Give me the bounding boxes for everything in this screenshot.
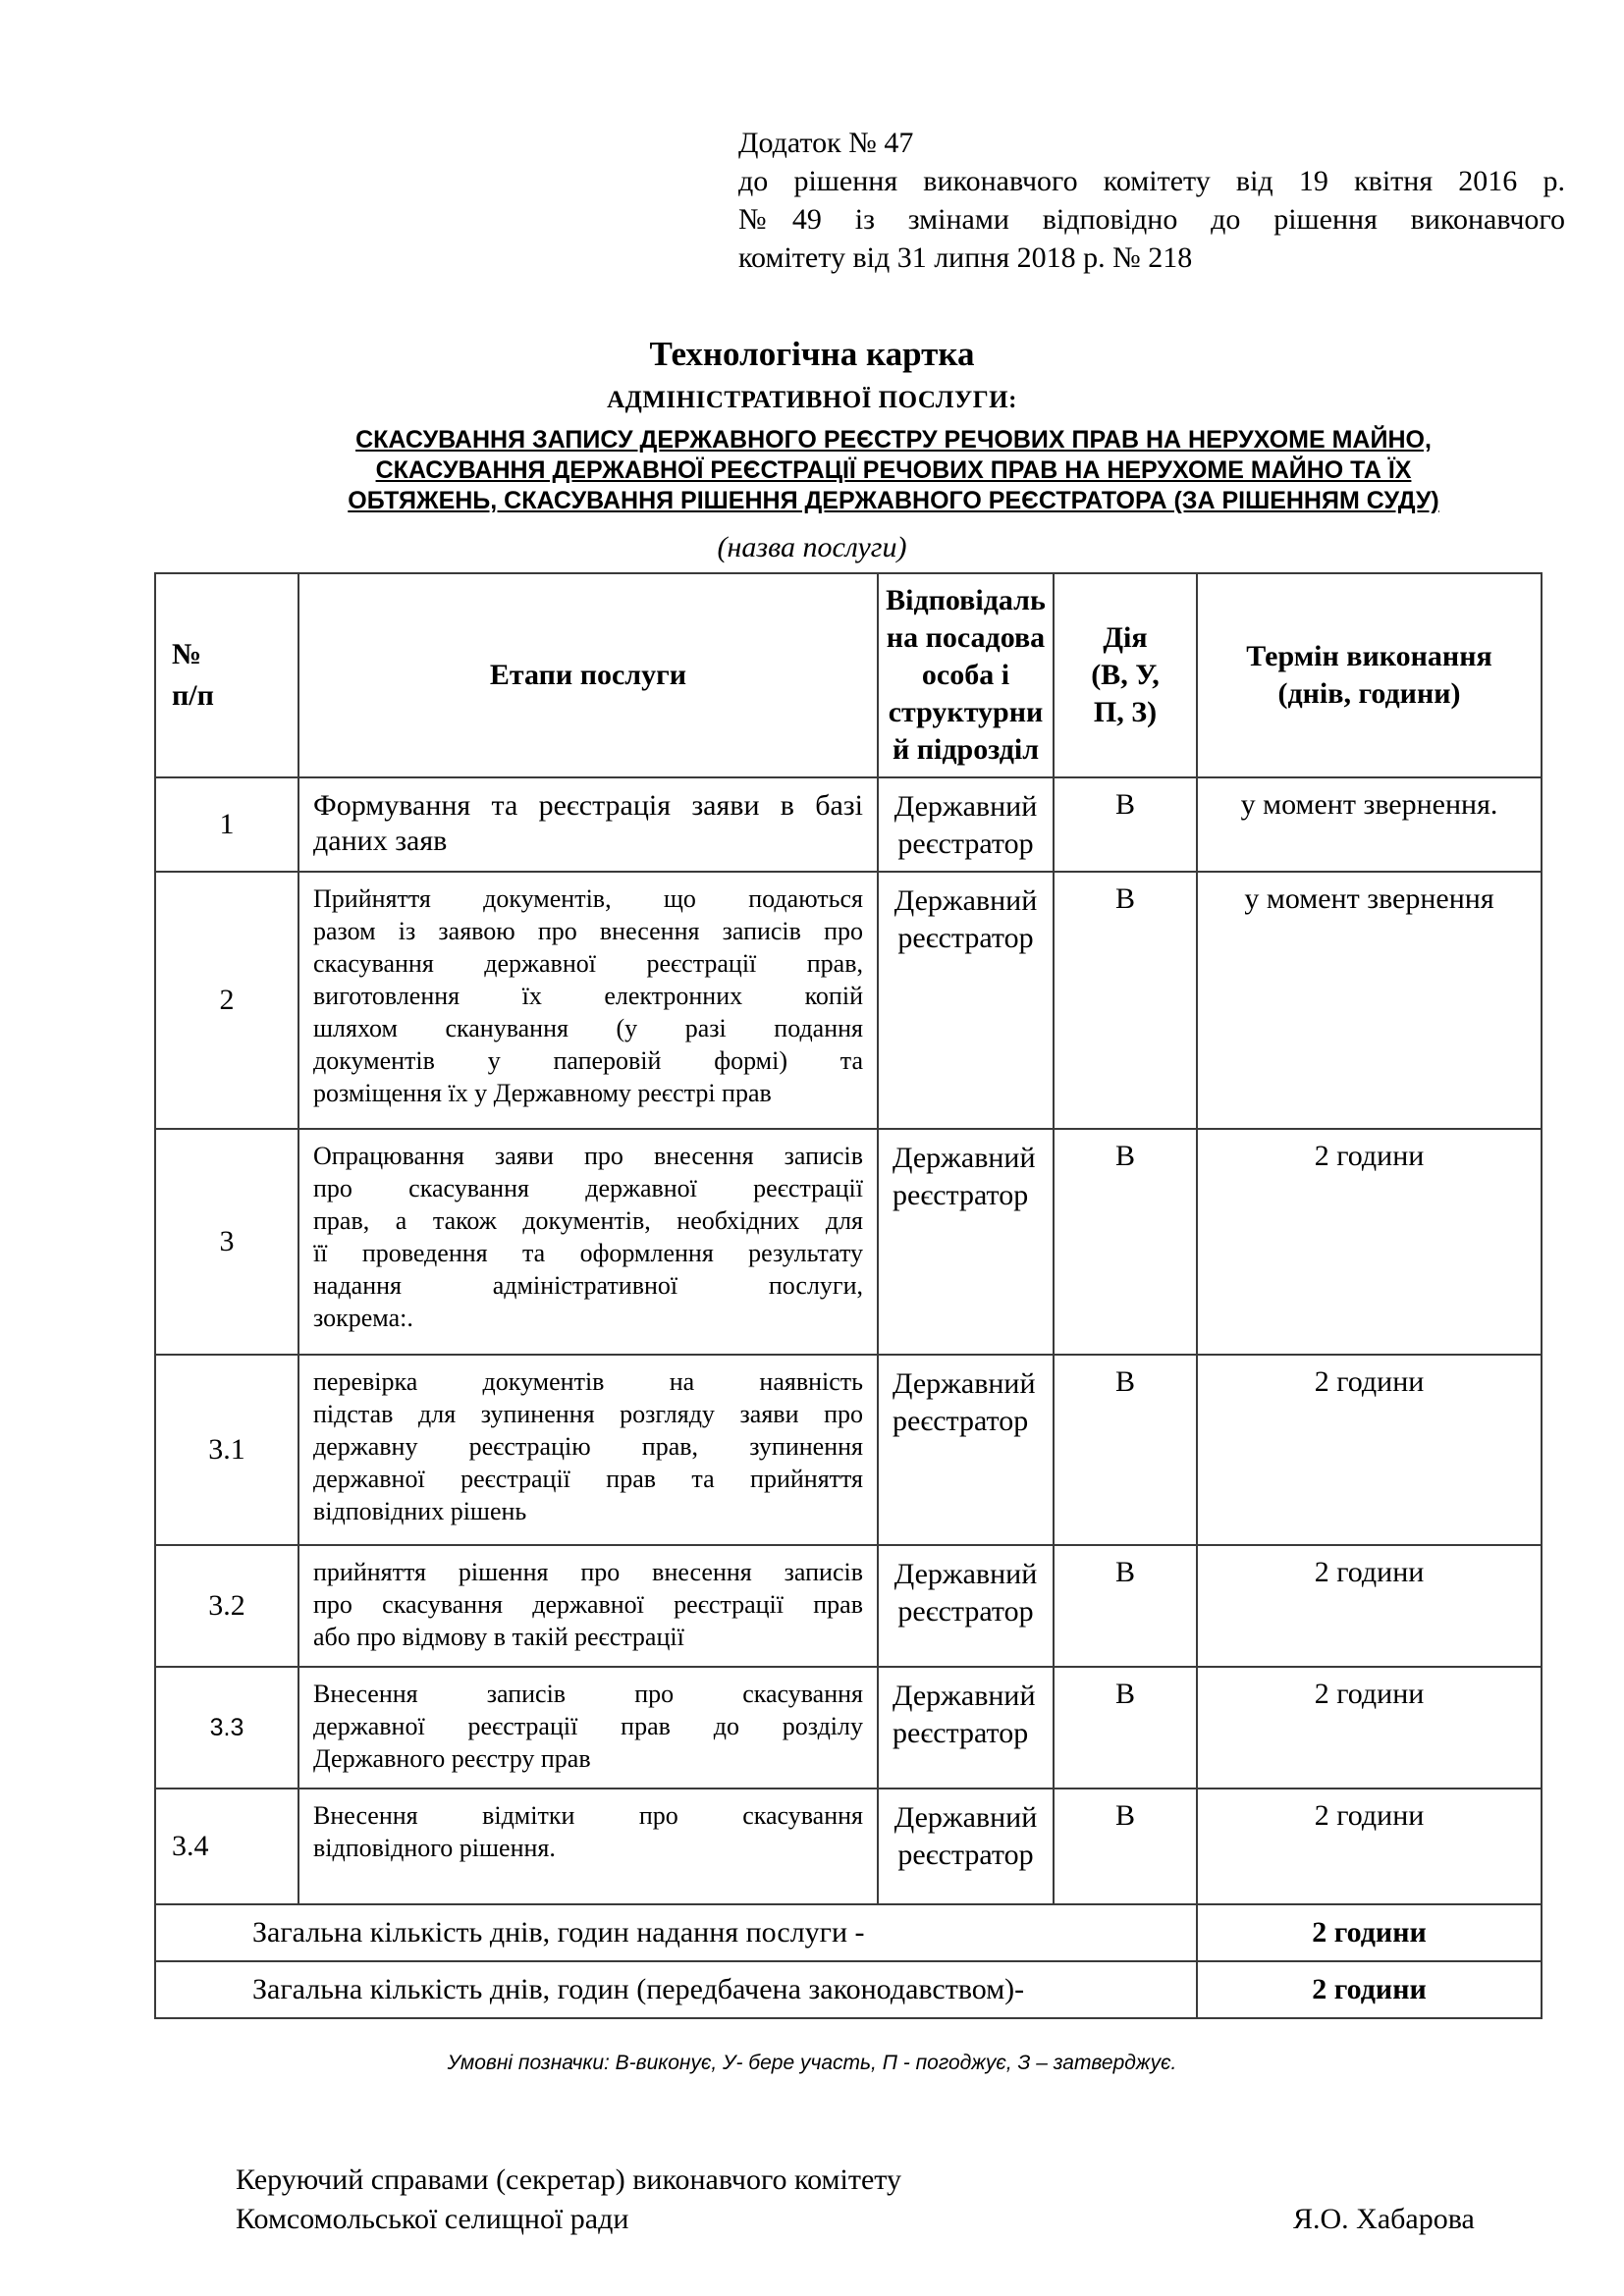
row-responsible bbox=[878, 1129, 1054, 1355]
row-responsible bbox=[878, 1789, 1054, 1904]
header-line: на посадова bbox=[886, 621, 1046, 654]
stage-line: перевірка документів на наявність bbox=[313, 1367, 863, 1396]
responsible-line: реєстратор bbox=[897, 828, 1034, 860]
row-number: 3.2 bbox=[155, 1545, 298, 1667]
signer-organization: Комсомольської селищної ради bbox=[236, 2203, 629, 2235]
service-name bbox=[255, 425, 1532, 516]
row-number: 3.1 bbox=[155, 1355, 298, 1545]
row-stage bbox=[298, 1667, 878, 1789]
responsible-line: реєстратор bbox=[897, 1595, 1034, 1628]
row-term: у момент звернення bbox=[1197, 872, 1542, 1129]
row-number: 3.3 bbox=[155, 1667, 298, 1789]
row-number: 3.4 bbox=[155, 1789, 298, 1904]
stage-line: разом із заявою про внесення записів про bbox=[313, 917, 863, 945]
header-line: п/п bbox=[172, 679, 214, 712]
table-row bbox=[155, 777, 1542, 872]
addendum-line: Додаток № 47 bbox=[738, 127, 914, 159]
row-stage bbox=[298, 1355, 878, 1545]
stage-line: шляхом сканування (у разі подання bbox=[313, 1014, 863, 1042]
row-term: 2 години bbox=[1197, 1129, 1542, 1355]
row-number: 2 bbox=[155, 872, 298, 1129]
stage-line: про скасування державної реєстрації bbox=[313, 1174, 863, 1202]
column-header-responsible bbox=[878, 573, 1054, 777]
row-stage bbox=[298, 1129, 878, 1355]
row-responsible bbox=[878, 1545, 1054, 1667]
row-number: 3 bbox=[155, 1129, 298, 1355]
row-responsible bbox=[878, 777, 1054, 872]
row-term: 2 години bbox=[1197, 1355, 1542, 1545]
table-row bbox=[155, 1355, 1542, 1545]
row-action: В bbox=[1054, 1789, 1197, 1904]
row-number: 1 bbox=[155, 777, 298, 872]
row-stage bbox=[298, 1789, 878, 1904]
header-line: Відповідаль bbox=[886, 584, 1046, 616]
row-action: В bbox=[1054, 872, 1197, 1129]
row-action: В bbox=[1054, 777, 1197, 872]
responsible-line: Державний bbox=[893, 1558, 1038, 1590]
service-name-line: СКАСУВАННЯ ДЕРЖАВНОЇ РЕЄСТРАЦІЇ РЕЧОВИХ ПРАВ НА НЕРУХОМЕ МАЙНО ТА ЇХ bbox=[375, 456, 1412, 484]
service-name-caption: (назва послуги) bbox=[717, 531, 907, 563]
stage-line: відповідного рішення. bbox=[313, 1834, 556, 1862]
stage-line: державну реєстрацію прав, зупинення bbox=[313, 1432, 863, 1461]
responsible-line: реєстратор bbox=[893, 1405, 1029, 1437]
total-value: 2 години bbox=[1197, 1961, 1542, 2018]
row-stage bbox=[298, 872, 878, 1129]
total-row bbox=[155, 1961, 1542, 2018]
responsible-line: реєстратор bbox=[897, 922, 1034, 954]
stage-line: Опрацювання заяви про внесення записів bbox=[313, 1142, 863, 1170]
row-term: 2 години bbox=[1197, 1545, 1542, 1667]
column-header-number bbox=[155, 573, 298, 777]
responsible-line: Державний bbox=[893, 790, 1038, 823]
row-term: у момент звернення. bbox=[1197, 777, 1542, 872]
total-label: Загальна кількість днів, годин (передбачена законодавством)- bbox=[155, 1961, 1197, 2018]
stage-line: державної реєстрації прав та прийняття bbox=[313, 1465, 863, 1493]
table-row bbox=[155, 1545, 1542, 1667]
responsible-line: Державний bbox=[893, 1801, 1038, 1834]
row-action: В bbox=[1054, 1545, 1197, 1667]
signer-name: Я.О. Хабарова bbox=[1293, 2203, 1475, 2235]
responsible-line: Державний bbox=[893, 1680, 1036, 1712]
addendum-header bbox=[738, 124, 1565, 277]
row-action: В bbox=[1054, 1129, 1197, 1355]
row-responsible bbox=[878, 872, 1054, 1129]
stage-line: про скасування державної реєстрації прав bbox=[313, 1590, 863, 1619]
row-responsible bbox=[878, 1355, 1054, 1545]
stage-line: Прийняття документів, що подаються bbox=[313, 884, 863, 913]
column-header-stages: Етапи послуги bbox=[298, 573, 878, 777]
stage-line: або про відмову в такій реєстрації bbox=[313, 1623, 684, 1651]
row-responsible bbox=[878, 1667, 1054, 1789]
signer-position: Керуючий справами (секретар) виконавчого комітету bbox=[236, 2163, 901, 2196]
stage-line: документів у паперовій формі) та bbox=[313, 1046, 863, 1075]
total-row bbox=[155, 1904, 1542, 1961]
stage-line: її проведення та оформлення результату bbox=[313, 1239, 863, 1267]
header-line: Дія bbox=[1103, 621, 1148, 654]
header-line: (днів, години) bbox=[1277, 677, 1461, 710]
row-stage bbox=[298, 1545, 878, 1667]
header-line: № bbox=[172, 638, 202, 670]
stage-line: виготовлення їх електронних копій bbox=[313, 982, 863, 1010]
header-line: П, З) bbox=[1093, 696, 1158, 728]
stage-line: Внесення записів про скасування bbox=[313, 1680, 863, 1708]
table-row bbox=[155, 1667, 1542, 1789]
responsible-line: Державний bbox=[893, 1367, 1036, 1400]
addendum-line: №49 із змінами відповідно до рішення виконавчого bbox=[738, 203, 1565, 236]
row-stage bbox=[298, 777, 878, 872]
table-row bbox=[155, 1789, 1542, 1904]
responsible-line: реєстратор bbox=[893, 1179, 1029, 1211]
stage-line: прав, а також документів, необхідних для bbox=[313, 1206, 863, 1235]
total-label: Загальна кількість днів, годин надання послуги - bbox=[155, 1904, 1197, 1961]
header-line: (В, У, bbox=[1091, 659, 1160, 691]
header-line: особа і bbox=[921, 659, 1010, 691]
stage-line: Формування та реєстрація заяви в базі bbox=[313, 789, 863, 822]
column-header-term bbox=[1197, 573, 1542, 777]
header-line: Термін виконання bbox=[1246, 640, 1492, 672]
header-line: й підрозділ bbox=[892, 733, 1040, 766]
document-subtitle: АДМІНІСТРАТИВНОЇ ПОСЛУГИ: bbox=[607, 387, 1017, 413]
row-term: 2 години bbox=[1197, 1789, 1542, 1904]
stage-line: Внесення відмітки про скасування bbox=[313, 1801, 863, 1830]
stage-line: прийняття рішення про внесення записів bbox=[313, 1558, 863, 1586]
row-action: В bbox=[1054, 1667, 1197, 1789]
service-name-line: ОБТЯЖЕНЬ, СКАСУВАННЯ РІШЕННЯ ДЕРЖАВНОГО РЕЄСТРАТОРА (ЗА РІШЕННЯМ СУДУ) bbox=[348, 487, 1439, 514]
row-term: 2 години bbox=[1197, 1667, 1542, 1789]
addendum-line: комітету від 31 липня 2018 р. № 218 bbox=[738, 241, 1193, 274]
responsible-line: реєстратор bbox=[897, 1839, 1034, 1871]
legend-note: Умовні позначки: В-виконує, У- бере участь, П - погоджує, З – затверджує. bbox=[447, 2052, 1177, 2074]
technological-card-table bbox=[154, 572, 1543, 2019]
service-name-line: СКАСУВАННЯ ЗАПИСУ ДЕРЖАВНОГО РЕЄСТРУ РЕЧОВИХ ПРАВ НА НЕРУХОМЕ МАЙНО, bbox=[355, 426, 1432, 454]
stage-line: зокрема:. bbox=[313, 1304, 413, 1332]
total-value: 2 години bbox=[1197, 1904, 1542, 1961]
stage-line: підстав для зупинення розгляду заяви про bbox=[313, 1400, 863, 1428]
responsible-line: Державний bbox=[893, 884, 1038, 917]
stage-line: скасування державної реєстрації прав, bbox=[313, 949, 863, 978]
stage-line: Державного реєстру прав bbox=[313, 1744, 591, 1773]
table-row bbox=[155, 1129, 1542, 1355]
stage-line: відповідних рішень bbox=[313, 1497, 527, 1525]
responsible-line: Державний bbox=[893, 1142, 1036, 1174]
stage-line: розміщення їх у Державному реєстрі прав bbox=[313, 1079, 772, 1107]
document-title: Технологічна картка bbox=[649, 335, 975, 373]
column-header-action bbox=[1054, 573, 1197, 777]
table-header-row bbox=[155, 573, 1542, 777]
row-action: В bbox=[1054, 1355, 1197, 1545]
table-row bbox=[155, 872, 1542, 1129]
stage-line: даних заяв bbox=[313, 825, 448, 857]
stage-line: надання адміністративної послуги, bbox=[313, 1271, 863, 1300]
responsible-line: реєстратор bbox=[893, 1717, 1029, 1749]
header-line: структурни bbox=[888, 696, 1044, 728]
stage-line: державної реєстрації прав до розділу bbox=[313, 1712, 863, 1740]
addendum-line: до рішення виконавчого комітету від 19 квітня 2016 р. bbox=[738, 165, 1565, 197]
